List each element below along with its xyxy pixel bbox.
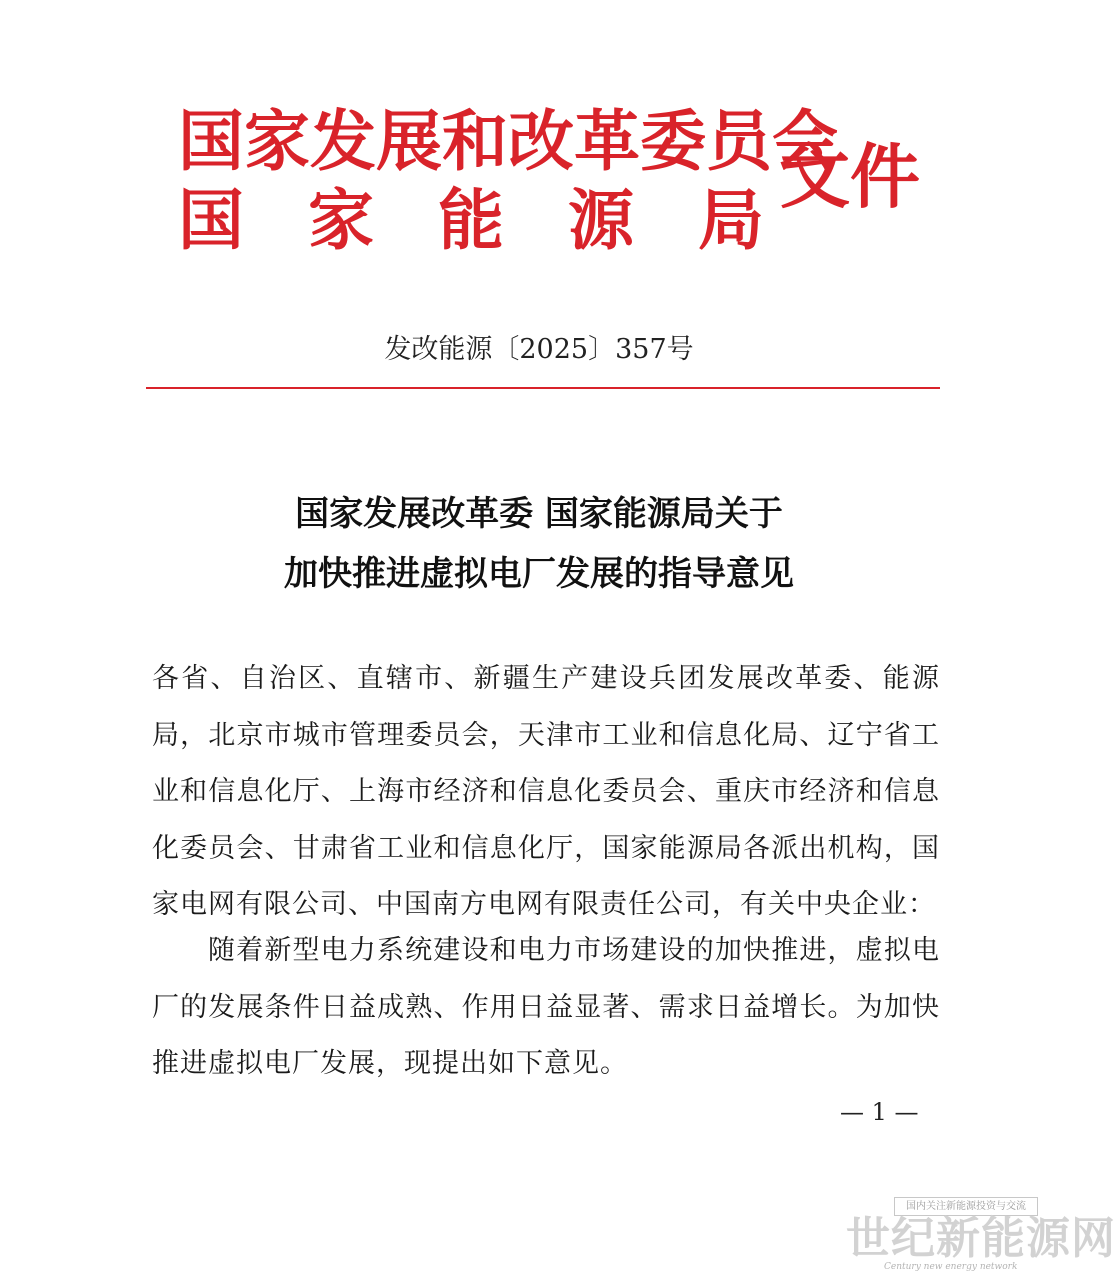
issuer-name-nea: 国家能源局 xyxy=(178,181,828,259)
page-number: — 1 — xyxy=(840,1098,919,1126)
watermark-tagline: 国内关注新能源投资与交流 xyxy=(894,1197,1038,1216)
red-separator-line xyxy=(146,387,940,389)
watermark-english: Century new energy network xyxy=(884,1262,1018,1272)
document-title-line-2: 加快推进虚拟电厂发展的指导意见 xyxy=(284,554,794,594)
issuer-name-ndrc: 国家发展和改革委员会 xyxy=(178,102,838,180)
addressees-paragraph: 各省、自治区、直辖市、新疆生产建设兵团发展改革委、能源局，北京市城市管理委员会，天津市工业和信息化局、辽宁省工业和信息化厅、上海市经济和信息化委员会、重庆市经济和信息化委员会、甘肃省工业和信息化厅，国家能源局各派出机构，国家电网有限公司、中国南方电网有限责任公司，有关中央企业： xyxy=(152,663,940,920)
body-paragraph: 随着新型电力系统建设和电力市场建设的加快推进，虚拟电厂的发展条件日益成熟、作用日益显著、需求日益增长。为加快推进虚拟电厂发展，现提出如下意见。 xyxy=(152,935,940,1079)
document-number: 发改能源〔2025〕357号 xyxy=(384,334,694,365)
document-title-line-1: 国家发展改革委 国家能源局关于 xyxy=(295,494,783,534)
document-label: 文件 xyxy=(780,135,920,218)
watermark-logo: 世纪新能源网 xyxy=(846,1213,1116,1264)
